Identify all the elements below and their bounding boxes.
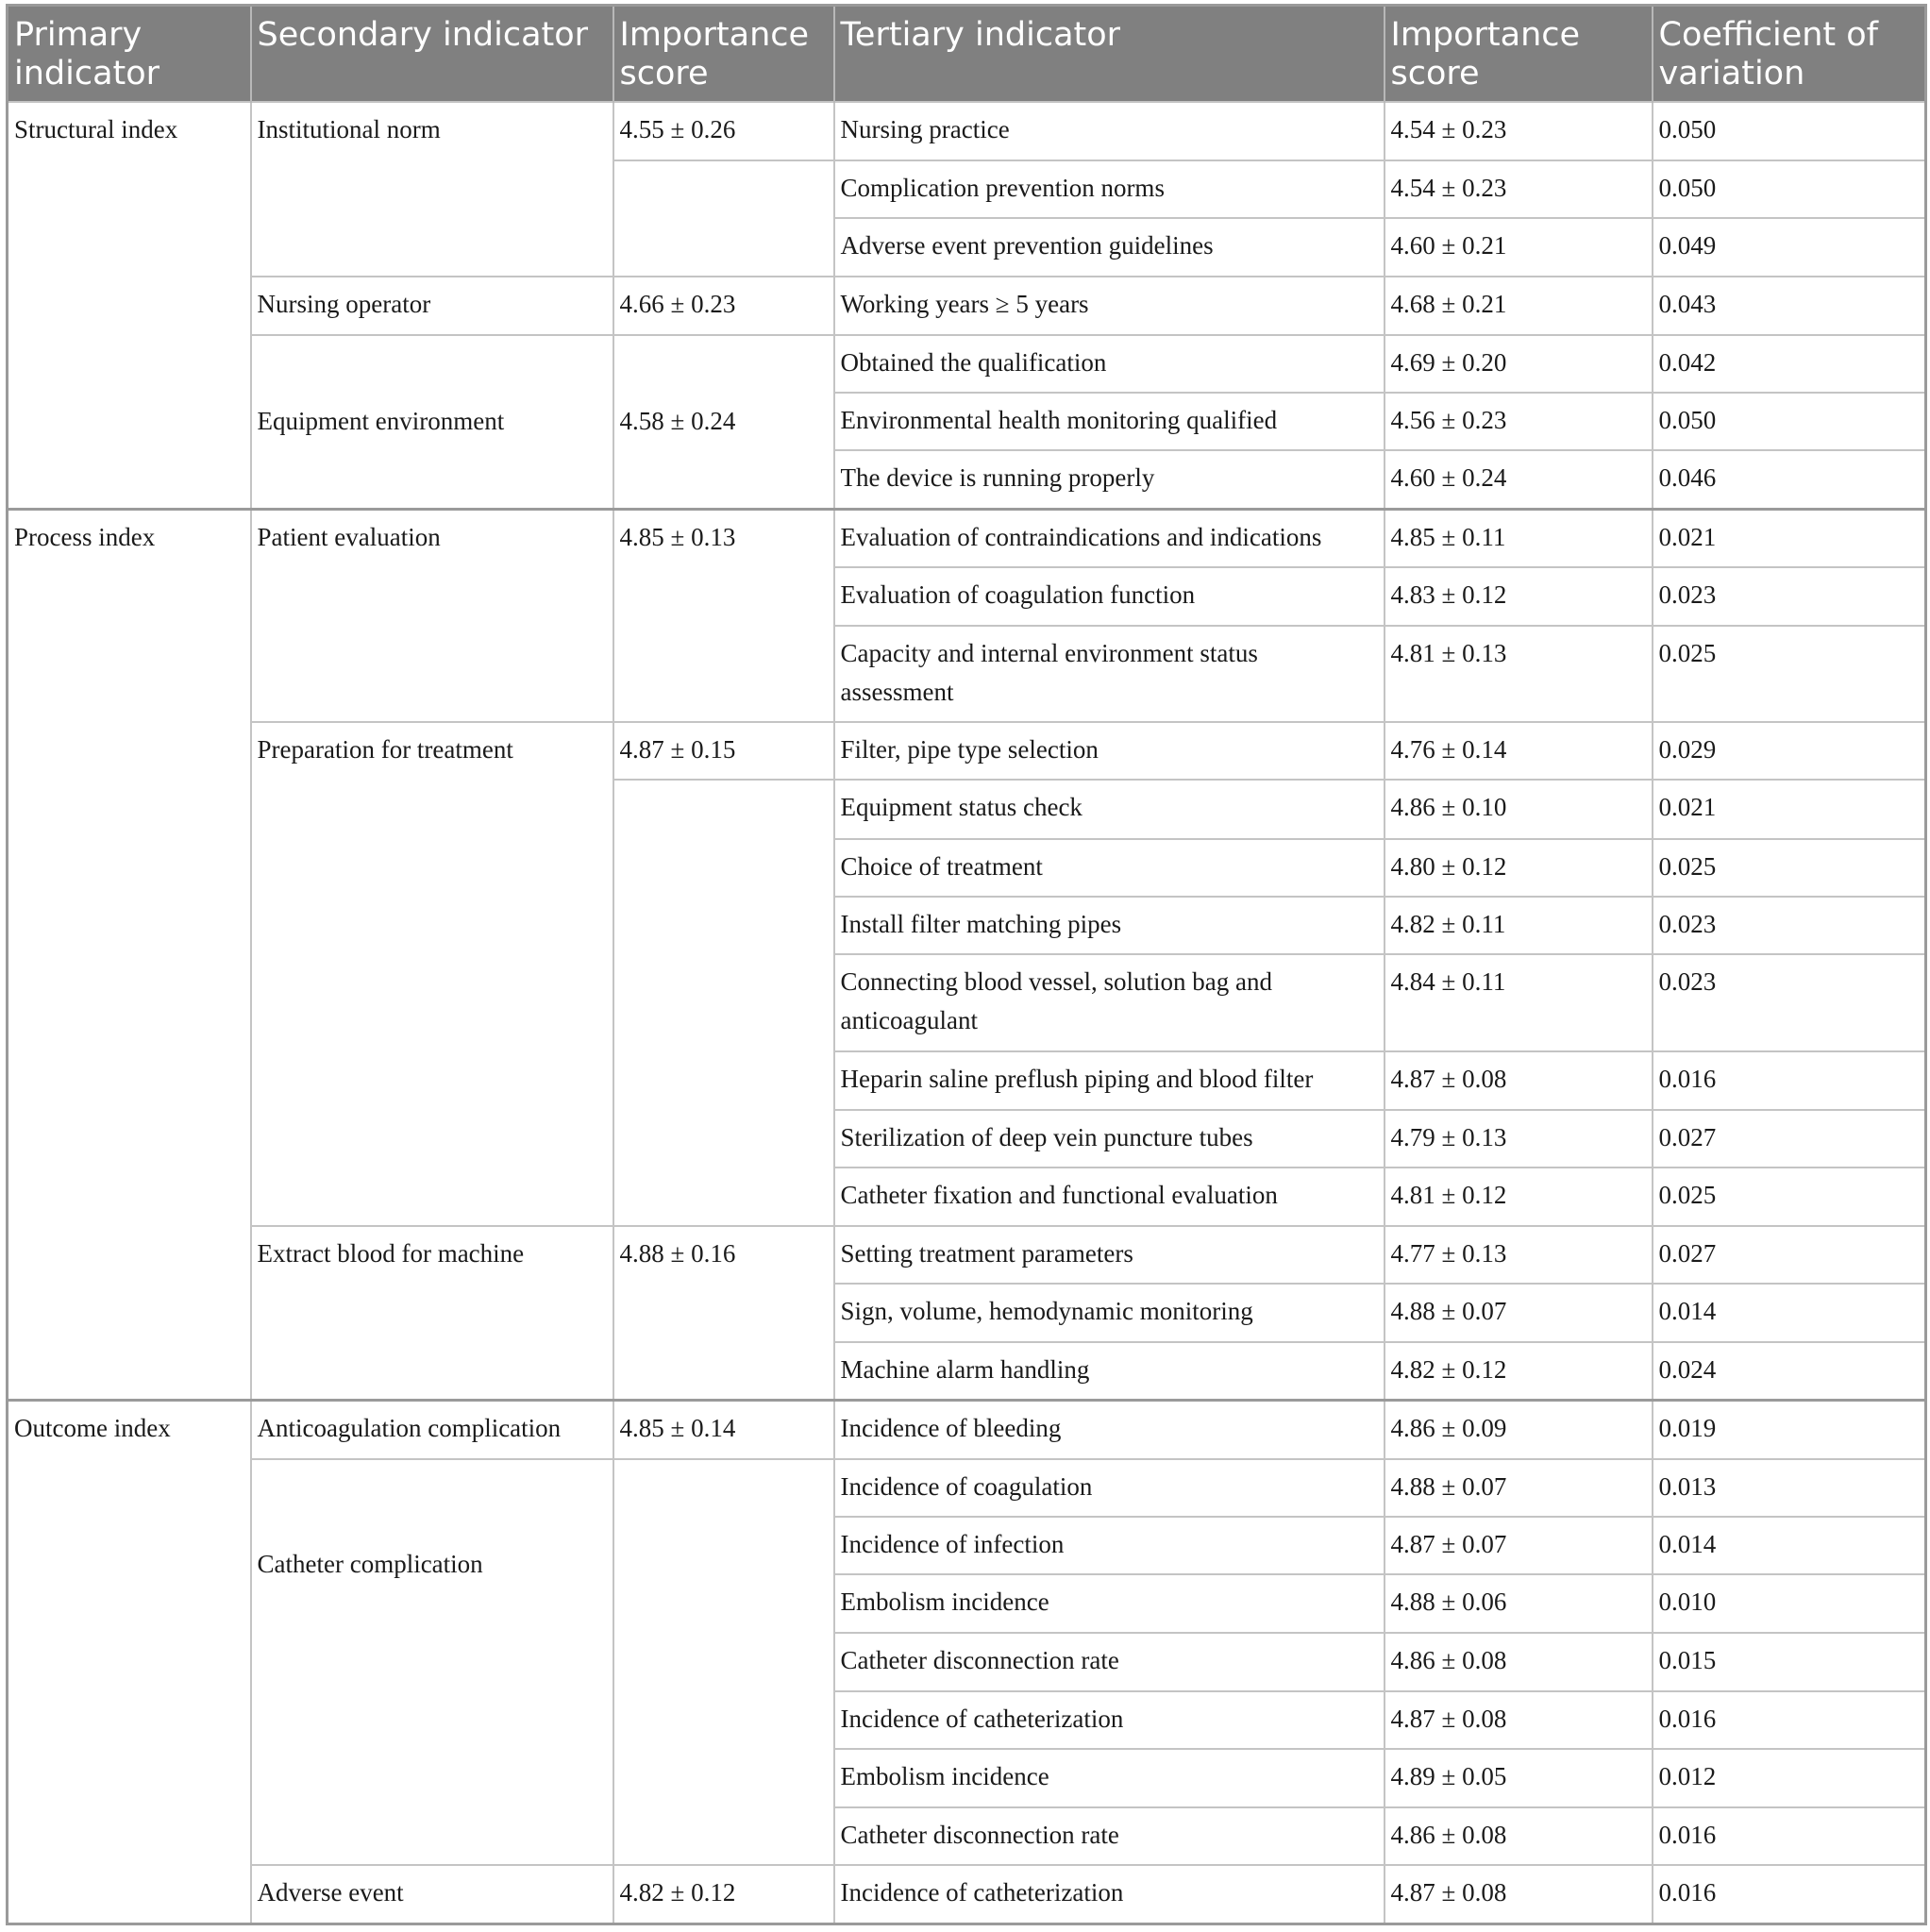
secondary-score-cell: 4.82 ± 0.12 [613,1865,834,1924]
cv-cell: 0.046 [1653,450,1926,509]
tertiary-score-cell: 4.69 ± 0.20 [1385,335,1653,393]
cv-cell: 0.042 [1653,335,1926,393]
primary-indicator-cell: Outcome index [8,1401,251,1924]
secondary-score-cell-empty [613,1459,834,1865]
secondary-score-cell: 4.88 ± 0.16 [613,1226,834,1401]
primary-indicator-cell: Structural index [8,102,251,509]
indicator-table [6,4,1927,1925]
tertiary-indicator-cell: Equipment status check [834,780,1385,838]
tertiary-indicator-cell: Embolism incidence [834,1574,1385,1633]
tertiary-indicator-cell: Obtained the qualification [834,335,1385,393]
tertiary-indicator-cell: Nursing practice [834,102,1385,160]
cv-cell: 0.016 [1653,1051,1926,1109]
cv-cell: 0.012 [1653,1749,1926,1807]
header-tertiary-importance-score: Importance score [1385,6,1653,103]
cv-cell: 0.019 [1653,1401,1926,1459]
tertiary-indicator-cell: Incidence of bleeding [834,1401,1385,1459]
tertiary-score-cell: 4.85 ± 0.11 [1385,509,1653,566]
table-row [8,1401,1926,1459]
cv-cell: 0.029 [1653,722,1926,780]
header-tertiary-indicator: Tertiary indicator [834,6,1385,103]
secondary-indicator-cell: Institutional norm [251,102,613,277]
header-row [8,6,1926,103]
cv-cell: 0.043 [1653,277,1926,335]
tertiary-score-cell: 4.83 ± 0.12 [1385,567,1653,626]
tertiary-indicator-cell: Connecting blood vessel, solution bag and anticoagulant [834,954,1385,1051]
cv-cell: 0.050 [1653,160,1926,218]
tertiary-indicator-cell: Setting treatment parameters [834,1226,1385,1284]
secondary-indicator-cell: Nursing operator [251,277,613,335]
cv-cell: 0.013 [1653,1459,1926,1517]
table-row [8,1459,1926,1517]
tertiary-indicator-cell: Catheter fixation and functional evaluation [834,1168,1385,1226]
secondary-score-cell-empty [613,160,834,276]
tertiary-score-cell: 4.81 ± 0.12 [1385,1168,1653,1226]
tertiary-indicator-cell: Install filter matching pipes [834,897,1385,954]
header-secondary-indicator: Secondary indicator [251,6,613,103]
tertiary-indicator-cell: Filter, pipe type selection [834,722,1385,780]
cv-cell: 0.025 [1653,626,1926,722]
tertiary-indicator-cell: Machine alarm handling [834,1342,1385,1400]
cv-cell: 0.023 [1653,897,1926,954]
cv-cell: 0.023 [1653,954,1926,1051]
secondary-indicator-cell: Anticoagulation complication [251,1401,613,1459]
tertiary-score-cell: 4.86 ± 0.08 [1385,1807,1653,1865]
tertiary-indicator-cell: Incidence of coagulation [834,1459,1385,1517]
cv-cell: 0.023 [1653,567,1926,626]
cv-cell: 0.027 [1653,1226,1926,1284]
secondary-score-cell: 4.58 ± 0.24 [613,335,834,510]
cv-cell: 0.016 [1653,1807,1926,1865]
tertiary-score-cell: 4.87 ± 0.08 [1385,1051,1653,1109]
header-primary-indicator: Primary indicator [8,6,251,103]
primary-indicator-cell: Process index [8,509,251,1400]
tertiary-indicator-cell: Incidence of catheterization [834,1691,1385,1749]
tertiary-indicator-cell: Sign, volume, hemodynamic monitoring [834,1284,1385,1342]
cv-cell: 0.016 [1653,1865,1926,1924]
tertiary-score-cell: 4.68 ± 0.21 [1385,277,1653,335]
cv-cell: 0.015 [1653,1633,1926,1690]
secondary-indicator-cell: Equipment environment [251,335,613,510]
tertiary-indicator-cell: Evaluation of contraindications and indications [834,509,1385,566]
indicator-table-container [6,4,1924,1925]
tertiary-indicator-cell: The device is running properly [834,450,1385,509]
header-secondary-importance-score: Importance score [613,6,834,103]
secondary-indicator-cell: Catheter complication [251,1459,613,1865]
tertiary-score-cell: 4.76 ± 0.14 [1385,722,1653,780]
cv-cell: 0.025 [1653,839,1926,897]
tertiary-score-cell: 4.81 ± 0.13 [1385,626,1653,722]
tertiary-score-cell: 4.84 ± 0.11 [1385,954,1653,1051]
header-coefficient-of-variation: Coefficient of variation [1653,6,1926,103]
cv-cell: 0.021 [1653,780,1926,838]
tertiary-score-cell: 4.54 ± 0.23 [1385,102,1653,160]
tertiary-indicator-cell: Heparin saline preflush piping and blood filter [834,1051,1385,1109]
cv-cell: 0.050 [1653,102,1926,160]
tertiary-indicator-cell: Capacity and internal environment status assessment [834,626,1385,722]
tertiary-score-cell: 4.77 ± 0.13 [1385,1226,1653,1284]
secondary-score-cell-empty [613,780,834,1226]
secondary-score-cell: 4.66 ± 0.23 [613,277,834,335]
tertiary-score-cell: 4.79 ± 0.13 [1385,1110,1653,1168]
cv-cell: 0.014 [1653,1517,1926,1574]
tertiary-indicator-cell: Adverse event prevention guidelines [834,218,1385,276]
table-row [8,102,1926,160]
secondary-score-cell: 4.85 ± 0.14 [613,1401,834,1459]
table-row [8,722,1926,780]
cv-cell: 0.049 [1653,218,1926,276]
cv-cell: 0.014 [1653,1284,1926,1342]
cv-cell: 0.050 [1653,393,1926,450]
secondary-indicator-cell: Preparation for treatment [251,722,613,1226]
tertiary-score-cell: 4.60 ± 0.24 [1385,450,1653,509]
tertiary-score-cell: 4.54 ± 0.23 [1385,160,1653,218]
cv-cell: 0.016 [1653,1691,1926,1749]
tertiary-score-cell: 4.89 ± 0.05 [1385,1749,1653,1807]
tertiary-score-cell: 4.86 ± 0.10 [1385,780,1653,838]
tertiary-indicator-cell: Evaluation of coagulation function [834,567,1385,626]
tertiary-indicator-cell: Incidence of infection [834,1517,1385,1574]
tertiary-score-cell: 4.86 ± 0.09 [1385,1401,1653,1459]
table-row [8,509,1926,566]
tertiary-indicator-cell: Catheter disconnection rate [834,1633,1385,1690]
tertiary-indicator-cell: Complication prevention norms [834,160,1385,218]
tertiary-score-cell: 4.82 ± 0.12 [1385,1342,1653,1400]
tertiary-score-cell: 4.87 ± 0.07 [1385,1517,1653,1574]
secondary-indicator-cell: Extract blood for machine [251,1226,613,1401]
secondary-indicator-cell: Adverse event [251,1865,613,1924]
cv-cell: 0.024 [1653,1342,1926,1400]
tertiary-indicator-cell: Catheter disconnection rate [834,1807,1385,1865]
cv-cell: 0.010 [1653,1574,1926,1633]
secondary-indicator-cell: Patient evaluation [251,509,613,722]
tertiary-score-cell: 4.88 ± 0.07 [1385,1459,1653,1517]
tertiary-score-cell: 4.80 ± 0.12 [1385,839,1653,897]
tertiary-score-cell: 4.60 ± 0.21 [1385,218,1653,276]
tertiary-indicator-cell: Incidence of catheterization [834,1865,1385,1924]
tertiary-indicator-cell: Working years ≥ 5 years [834,277,1385,335]
table-row [8,335,1926,393]
cv-cell: 0.021 [1653,509,1926,566]
tertiary-indicator-cell: Environmental health monitoring qualified [834,393,1385,450]
tertiary-score-cell: 4.88 ± 0.07 [1385,1284,1653,1342]
tertiary-score-cell: 4.56 ± 0.23 [1385,393,1653,450]
table-row [8,1226,1926,1284]
table-row [8,277,1926,335]
secondary-score-cell: 4.85 ± 0.13 [613,509,834,722]
tertiary-score-cell: 4.86 ± 0.08 [1385,1633,1653,1690]
tertiary-score-cell: 4.87 ± 0.08 [1385,1691,1653,1749]
cv-cell: 0.027 [1653,1110,1926,1168]
tertiary-score-cell: 4.82 ± 0.11 [1385,897,1653,954]
tertiary-score-cell: 4.88 ± 0.06 [1385,1574,1653,1633]
secondary-score-cell: 4.55 ± 0.26 [613,102,834,160]
secondary-score-cell: 4.87 ± 0.15 [613,722,834,780]
cv-cell: 0.025 [1653,1168,1926,1226]
table-row [8,1865,1926,1924]
tertiary-indicator-cell: Embolism incidence [834,1749,1385,1807]
tertiary-indicator-cell: Sterilization of deep vein puncture tubes [834,1110,1385,1168]
tertiary-score-cell: 4.87 ± 0.08 [1385,1865,1653,1924]
tertiary-indicator-cell: Choice of treatment [834,839,1385,897]
